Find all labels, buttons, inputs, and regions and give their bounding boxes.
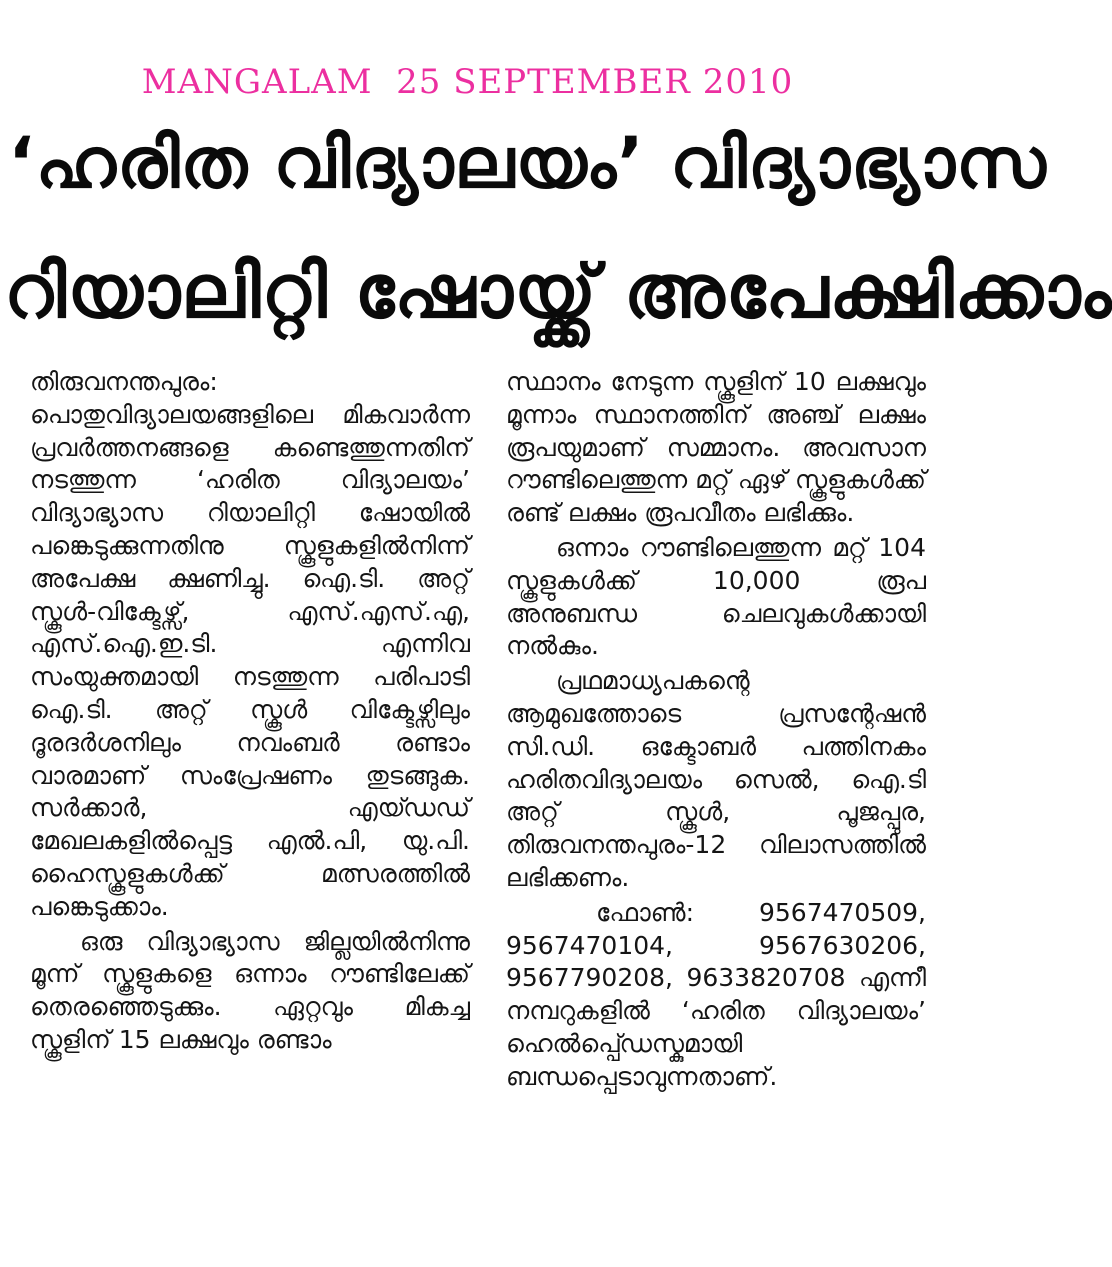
article-paragraph: തിരുവനന്തപുരം: പൊതുവിദ്യാലയങ്ങളിലെ മികവാർന്ന പ്രവർത്തനങ്ങളെ കണ്ടെത്തുന്നതിന് നടത്തുന്ന ‘ഹരിത വിദ്യാലയം’ വിദ്യാഭ്യാസ റിയാലിറ്റി ഷോയിൽ പങ്കെടുക്കുന്നതിനു സ്കൂളുകളിൽനിന്ന് അപേക്ഷ ക്ഷണിച്ചു. ഐ.ടി. അറ്റ് സ്കൂൾ-വിക്ടേഴ്സ്, എസ്.എസ്.എ, എസ്.ഐ.ഇ.ടി. എന്നിവ സംയുക്തമായി നടത്തുന്ന പരിപാടി ഐ.ടി. അറ്റ് സ്കൂൾ വിക്ടേഴ്സിലും ദൂരദർശനിലും നവംബർ രണ്ടാം വാരമാണ് സംപ്രേഷണം തുടങ്ങുക. സർക്കാർ, എയ്ഡഡ് മേഖലകളിൽപ്പെട്ട എൽ.പി, യു.പി. ഹൈസ്കൂളുകൾക്ക് മത്സരത്തിൽ പങ്കെടുക്കാം. bbox=[30, 367, 470, 921]
article-paragraph: ഒരു വിദ്യാഭ്യാസ ജില്ലയിൽനിന്നു മൂന്ന് സ്കൂളുകളെ ഒന്നാം റൗണ്ടിലേക്ക് തെരഞ്ഞെടുക്കും. ഏറ്റവും മികച്ച സ്കൂളിന് 15 ലക്ഷവും രണ്ടാം bbox=[30, 926, 470, 1054]
headline-line-1: ‘ഹരിത വിദ്യാലയം’ വിദ്യാഭ്യാസ bbox=[8, 122, 1047, 204]
article-left-column bbox=[30, 366, 470, 1262]
article-paragraph: ഒന്നാം റൗണ്ടിലെത്തുന്ന മറ്റ് 104 സ്കൂളുകൾക്ക് 10,000 രൂപ അനുബന്ധ ചെലവുകൾക്കായി നൽകും. bbox=[506, 532, 926, 661]
headline-line-2: റിയാലിറ്റി ഷോയ്ക്ക് അപേക്ഷിക്കാം bbox=[4, 249, 1112, 335]
article-paragraph: സ്ഥാനം നേടുന്ന സ്കൂളിന് 10 ലക്ഷവും മൂന്നാം സ്ഥാനത്തിന് അഞ്ച് ലക്ഷം രൂപയുമാണ് സമ്മാനം. അവസാന റൗണ്ടിലെത്തുന്ന മറ്റ് ഏഴ് സ്കൂളുകൾക്ക് രണ്ട് ലക്ഷം രൂപവീതം ലഭിക്കും. bbox=[506, 367, 926, 528]
article-paragraph: പ്രഥമാധ്യപകന്റെ ആമുഖത്തോടെ പ്രസന്റേഷൻ സി.ഡി. ഒക്ടോബർ പത്തിനകം ഹരിതവിദ്യാലയം സെൽ, ഐ.ടി അറ്റ് സ്കൂൾ, പൂജപ്പുര, തിരുവനന്തപുരം-12 വിലാസത്തിൽ ലഭിക്കണം. bbox=[506, 666, 926, 892]
contact-paragraph: ഫോൺ: 9567470509, 9567470104, 9567630206, 9567790208, 9633820708 എന്നീ നമ്പറുകളിൽ ‘ഹരിത വിദ്യാലയം’ ഹെൽപ്പ്ഡെസ്കുമായി ബന്ധപ്പെടാവുന്നതാണ്. bbox=[506, 897, 926, 1091]
masthead-date: MANGALAM 25 SEPTEMBER 2010 bbox=[141, 62, 794, 102]
article-right-column bbox=[506, 366, 926, 1262]
